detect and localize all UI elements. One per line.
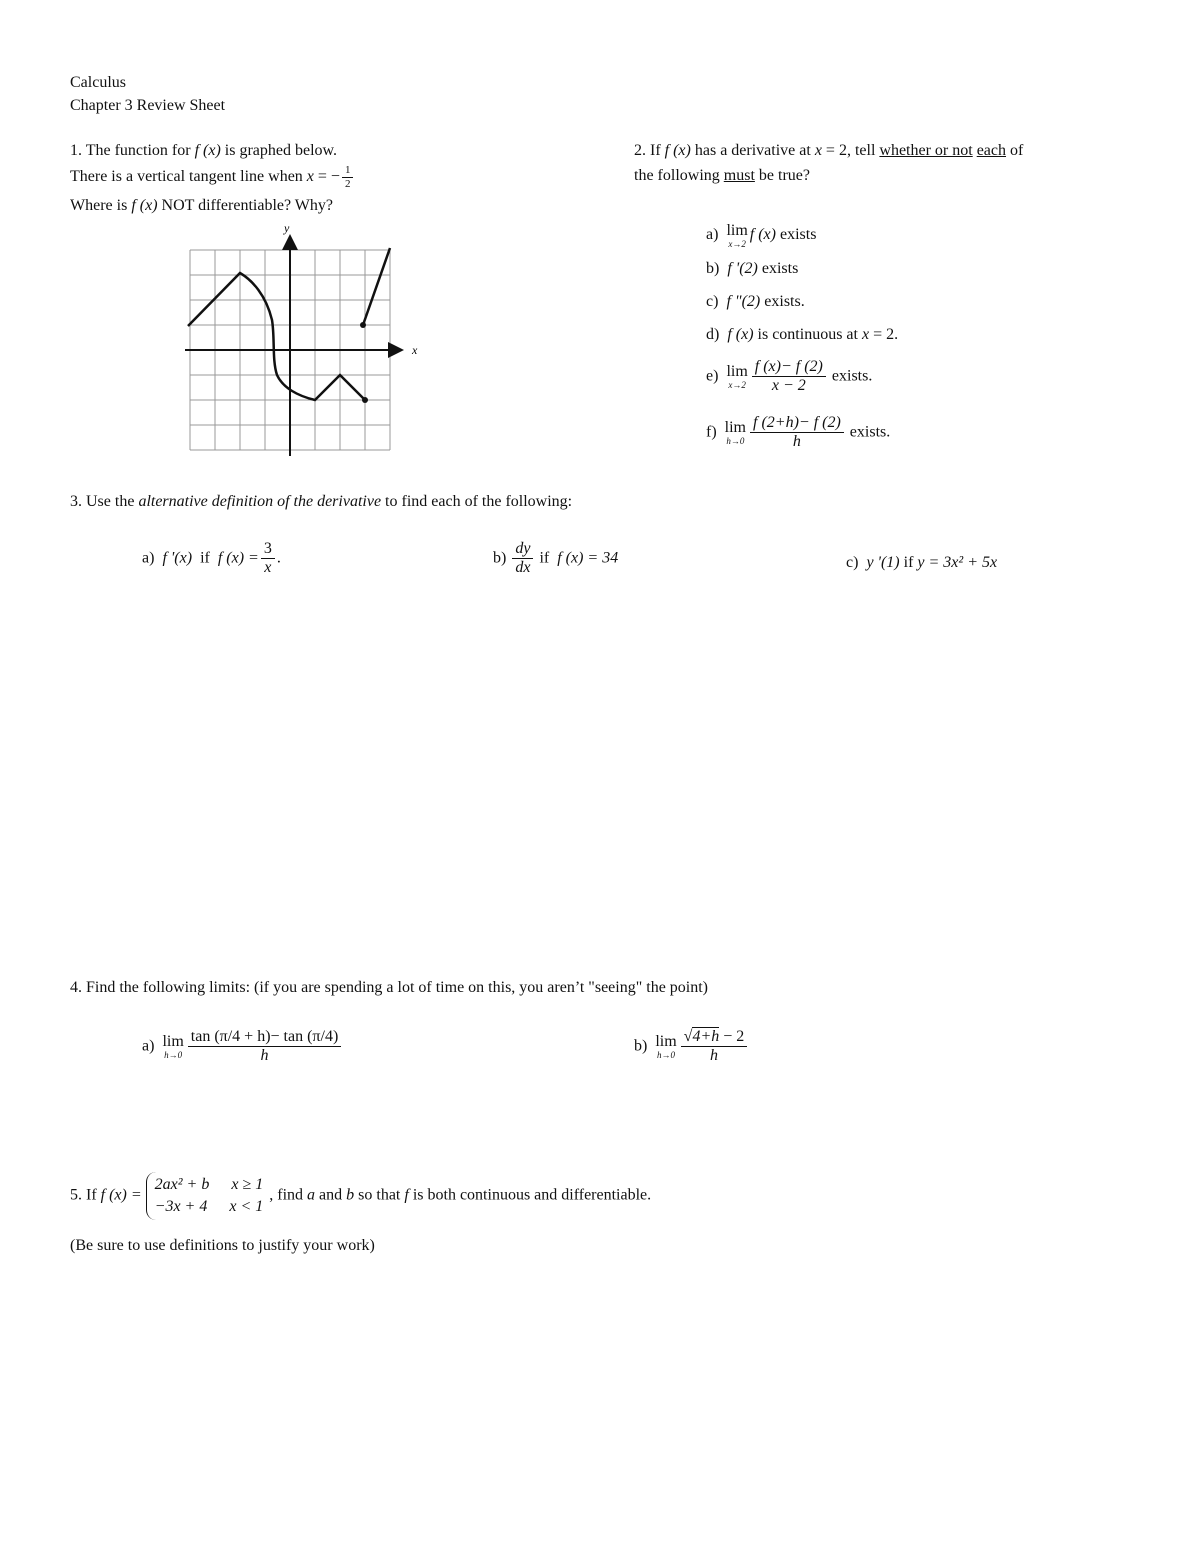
q3-prompt: 3. Use the alternative definition of the derivative to find each of the following: bbox=[70, 493, 573, 510]
q1-line-2: There is a vertical tangent line when x = − $\frac{1}{2}$ bbox=[70, 164, 355, 190]
function-right-segment bbox=[363, 248, 390, 325]
q4-part-b: b) lim h→0 $\frac{√4+h - 2}{h}$ bbox=[634, 1028, 749, 1066]
sqrt-icon: √ bbox=[683, 1028, 693, 1045]
x-axis-label: x bbox=[412, 343, 418, 357]
q3-part-a: a) f '(x) if f (x) = $\frac{3}{x}$ . bbox=[142, 540, 281, 577]
endpoint-dot bbox=[362, 397, 368, 403]
q2-item-b: b) f '(2) exists bbox=[706, 260, 799, 277]
q3-part-b: b) $\frac{dy}{dx}$ if f (x) = 34 bbox=[493, 540, 619, 577]
q2-item-f: f) lim h→0 $\frac{f (2+h)- f (2)}{h}$ exists. bbox=[706, 414, 891, 451]
half-fraction: $\frac{1}{2}$ bbox=[342, 164, 354, 190]
q3-part-c: c) y '(1) if y = 3x² + 5x bbox=[846, 554, 998, 571]
q1-line-1: 1. The function for f (x) is graphed below. bbox=[70, 142, 338, 159]
q5-line: 5. If f (x) = 2ax² + b x ≥ 1 −3x + 4 x < 1 , find a and b so that f is both continuous and differentiable. bbox=[70, 1172, 651, 1220]
course-title: Calculus bbox=[70, 74, 126, 91]
piecewise-cases: 2ax² + b x ≥ 1 −3x + 4 x < 1 bbox=[146, 1172, 270, 1220]
y-axis-label: y bbox=[284, 221, 290, 235]
q1-line-3: Where is f (x) NOT differentiable? Why? bbox=[70, 197, 334, 214]
q2-item-d: d) f (x) is continuous at x = 2. bbox=[706, 326, 899, 343]
segment-start-dot bbox=[360, 322, 366, 328]
q2-line-2: the following must be true? bbox=[634, 167, 810, 184]
q2-item-c: c) f "(2) exists. bbox=[706, 293, 805, 310]
q2-item-a: a) lim x→2 f (x) exists bbox=[706, 222, 817, 249]
q4-prompt: 4. Find the following limits: (if you are spending a lot of time on this, you aren’t "seeing" the point) bbox=[70, 979, 709, 996]
q5-note: (Be sure to use definitions to justify your work) bbox=[70, 1237, 375, 1254]
function-graph bbox=[180, 220, 425, 462]
q2-item-e: e) lim x→2 $\frac{f (x)- f (2)}{x - 2}$ exists. bbox=[706, 358, 873, 395]
q4-part-a: a) lim h→0 $\frac{\tan (\pi/4 + h)- \tan (\pi/4)}{h}$ bbox=[142, 1028, 343, 1066]
sheet-subtitle: Chapter 3 Review Sheet bbox=[70, 97, 226, 114]
q2-line-1: 2. If f (x) has a derivative at x = 2, tell whether or not each of bbox=[634, 142, 1024, 159]
